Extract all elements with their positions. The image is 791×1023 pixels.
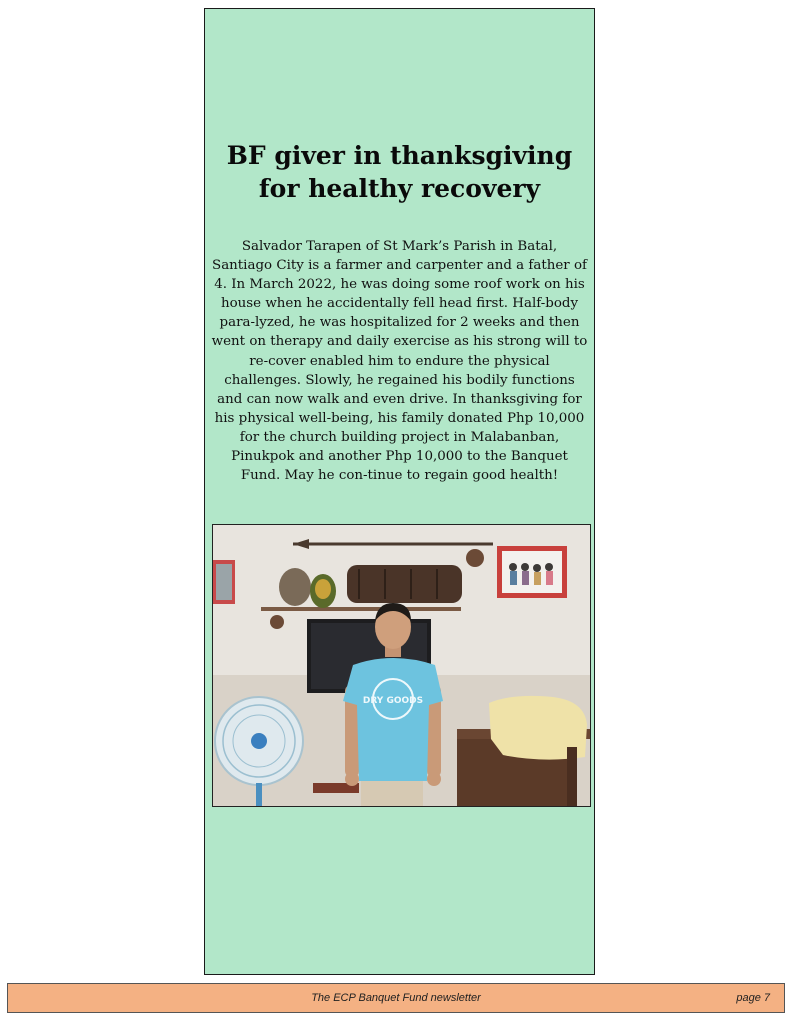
footer-newsletter-title: The ECP Banquet Fund newsletter [311,992,481,1004]
article-panel [204,8,595,975]
photo-illustration [213,525,590,806]
shirt-print-text: DRY GOODS [362,696,424,706]
page-footer [7,983,785,1013]
article-photo [212,524,591,807]
footer-page-number: page 7 [736,992,770,1004]
article-body: Salvador Tarapen of St Mark’s Parish in Batal, Santiago City is a farmer and carpenter and a father of 4. In March 2022, he was doing some roof work on his house when he accidentally fell head first. Half-body para-lyzed, he was hospitalized for 2 weeks and then went on therapy and daily exercise as his strong will to re-cover enabled him to endure the physical challenges. Slowly, he regained his bodily functions and can now walk and even drive. In thanksgiving for his physical well-being, his family donated Php 10,000 for the church building project in Malabanban, Pinukpok and another Php 10,000 to the Banquet Fund. May he con-tinue to regain good health! [211,239,588,484]
article-headline: BF giver in thanksgiving for healthy recovery [226,141,573,203]
